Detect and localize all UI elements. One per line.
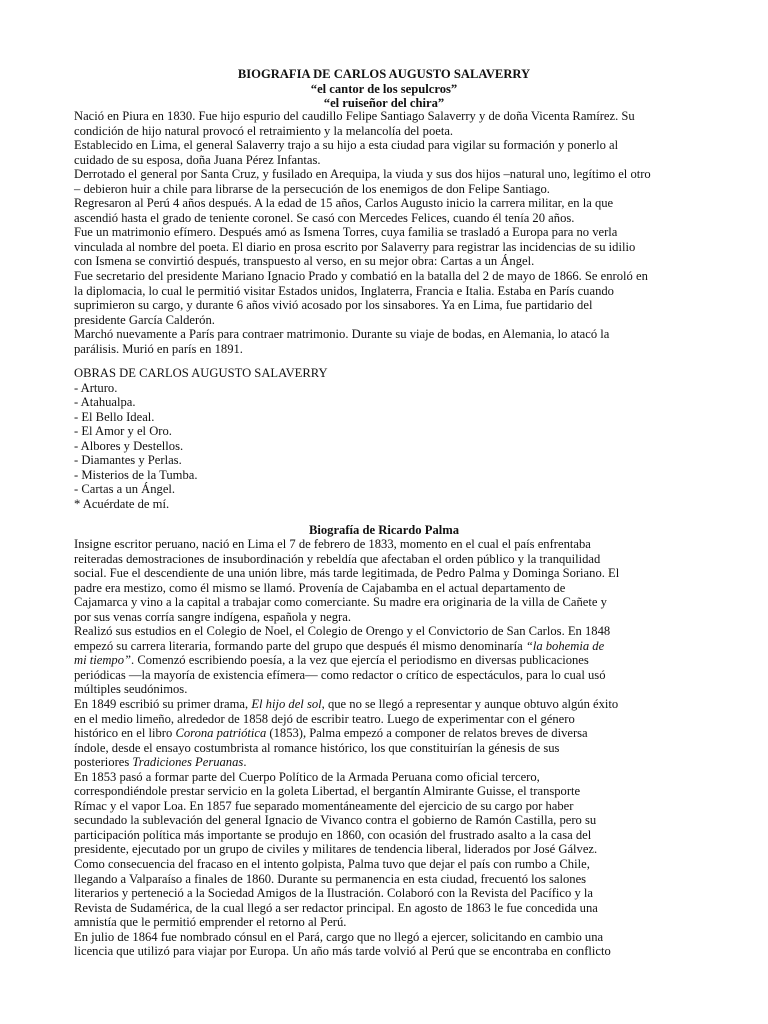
- biography-line: [74, 828, 694, 843]
- biography-line: Fue un matrimonio efímero. Después amó as Ismena Torres, cuya familia se trasladó a Europa para no verla: [74, 225, 618, 240]
- text-run: amnistía que le permitió emprender el retorno al Perú.: [74, 915, 347, 930]
- text-run: presidente, ejecutado por un grupo de civiles y militares de tendencia liberal, liderados por José Gálvez.: [74, 842, 598, 857]
- work-list-item: - Diamantes y Perlas.: [74, 453, 182, 468]
- biography-line: [74, 697, 694, 712]
- biography-line: [74, 668, 694, 683]
- biography-line: cuidado de su esposa, doña Juana Pérez Infantas.: [74, 152, 321, 167]
- text-run: correspondiéndole prestar servicio en la goleta Libertad, el bergantín Almirante Guisse, el transporte: [74, 784, 581, 799]
- biography-line: suprimieron su cargo, y durante 6 años vivió acosado por los sinsabores. Ya en Lima, fue partidario del: [74, 298, 593, 313]
- biography-line: [74, 712, 694, 727]
- biography-line: [74, 915, 694, 930]
- biography-line: [74, 886, 694, 901]
- biography-line: – debieron huir a chile para librarse de la persecución de los enemigos de don Felipe Santiago.: [74, 181, 550, 196]
- biography-line: [74, 813, 694, 828]
- text-run: periódicas —la mayoría de existencia efímera— como redactor o crítico de espectáculos, para lo cual usó: [74, 667, 606, 682]
- work-list-item: - El Bello Ideal.: [74, 409, 155, 424]
- text-run: histórico en el libro: [74, 726, 176, 741]
- biography-line: [74, 682, 694, 697]
- biography-line: [74, 944, 694, 959]
- italic-title: mi tiempo”: [74, 653, 132, 668]
- text-run: en el medio limeño, alrededor de 1858 dejó de escribir teatro. Luego de experimentar con el género: [74, 711, 575, 726]
- italic-title: “la bohemia de: [525, 638, 605, 653]
- biography-line: condición de hijo natural provocó el retraimiento y la melancolía del poeta.: [74, 123, 454, 138]
- work-list-item: - Atahualpa.: [74, 395, 136, 410]
- work-list-item: - Cartas a un Ángel.: [74, 482, 176, 497]
- text-run: . Comenzó escribiendo poesía, a la vez que ejercía el periodismo en diversas publicaciones: [131, 653, 589, 668]
- text-run: Cajamarca y vino a la capital a trabajar como comerciante. Su madre era originaria de la villa de Cañete y: [74, 595, 607, 610]
- biography-line: [74, 610, 694, 625]
- text-run: Revista de Sudamérica, de la cual llegó a ser redactor principal. En agosto de 1863 le fue concedida una: [74, 900, 598, 915]
- text-run: En 1849 escribió su primer drama,: [74, 697, 252, 712]
- text-run: literarios y perteneció a la Sociedad Amigos de la Ilustración. Colaboró con la Revista del Pacífico y la: [74, 886, 593, 901]
- biography-line: [74, 581, 694, 596]
- biography-line: [74, 857, 694, 872]
- biography-line: [74, 784, 694, 799]
- biography-line: Derrotado el general por Santa Cruz, y fusilado en Arequipa, la viuda y sus dos hijos –natural uno, legítimo el otro: [74, 167, 651, 182]
- text-run: posteriores: [74, 755, 133, 770]
- biography-line: [74, 842, 694, 857]
- biography-line: la diplomacia, lo cual le permitió visitar Estados unidos, Inglaterra, Francia e Italia. Estaba en París cuando: [74, 283, 614, 298]
- text-run: , que no se llegó a representar y aunque obtuvo algún éxito: [321, 697, 619, 712]
- text-run: participación política más importante se produjo en 1860, con ocasión del frustrado asalto a la casa del: [74, 827, 592, 842]
- biography-line: Establecido en Lima, el general Salaverry trajo a su hijo a esta ciudad para vigilar su formación y ponerlo al: [74, 138, 619, 153]
- text-run: índole, desde el ensayo costumbrista al romance histórico, los que constituirían la génesis de sus: [74, 740, 560, 755]
- palma-heading: [74, 523, 694, 538]
- biography-line: [74, 741, 694, 756]
- text-run: .: [243, 755, 247, 770]
- biography-line: [74, 639, 694, 654]
- text-run: llegando a Valparaíso a finales de 1860. Durante su permanencia en esta ciudad, frecuentó los salones: [74, 871, 587, 886]
- biography-line: [74, 755, 694, 770]
- biography-line: [74, 770, 694, 785]
- biography-line: parálisis. Murió en parís en 1891.: [74, 341, 243, 356]
- biography-line: Fue secretario del presidente Mariano Ignacio Prado y combatió en la batalla del 2 de mayo de 1866. Se enroló en: [74, 269, 648, 284]
- salaverry-title: BIOGRAFIA DE CARLOS AUGUSTO SALAVERRY: [237, 67, 531, 81]
- text-run: En julio de 1864 fue nombrado cónsul en el Pará, cargo que no llegó a ejercer, solicitando en cambio una: [74, 929, 604, 944]
- biography-line: Regresaron al Perú 4 años después. A la edad de 15 años, Carlos Augusto inicio la carrera militar, en la que: [74, 196, 614, 211]
- biography-line: [74, 566, 694, 581]
- biography-line: [74, 653, 694, 668]
- biography-line: vinculada al nombre del poeta. El diario en prosa escrito por Salaverry para registrar las incidencias de su idilio: [74, 239, 636, 254]
- biography-line: ascendió hasta el grado de teniente coronel. Se casó con Mercedes Felices, cuando él tenía 20 años.: [74, 210, 575, 225]
- work-list-item: * Acuérdate de mí.: [74, 496, 170, 511]
- salaverry-subtitle-1: “el cantor de los sepulcros”: [310, 81, 458, 96]
- text-run: empezó su carrera literaria, formando parte del grupo que después él mismo denominaría: [74, 638, 526, 653]
- italic-title: Tradiciones Peruanas: [132, 755, 244, 770]
- salaverry-heading: [74, 67, 694, 111]
- text-run: licencia que utilizó para viajar por Europa. Un año más tarde volvió al Perú que se encontraba en conflicto: [74, 944, 611, 959]
- palma-biography: [74, 537, 694, 959]
- text-run: En 1853 pasó a formar parte del Cuerpo Político de la Armada Peruana como oficial tercero,: [74, 769, 540, 784]
- biography-line: [74, 799, 694, 814]
- palma-title: Biografía de Ricardo Palma: [308, 523, 460, 537]
- biography-line: [74, 872, 694, 887]
- salaverry-subtitle-2: “el ruiseñor del chira”: [323, 96, 445, 111]
- biography-line: con Ismena se convirtió después, transpuesto al verso, en su mejor obra: Cartas a un Ángel.: [74, 254, 535, 269]
- text-run: Rímac y el vapor Loa. En 1857 fue separado momentáneamente del ejercicio de su cargo por haber: [74, 798, 574, 813]
- biography-line: [74, 595, 694, 610]
- biography-line: [74, 930, 694, 945]
- italic-title: El hijo del sol: [251, 697, 322, 712]
- text-run: por sus venas corría sangre indígena, española y negra.: [74, 609, 351, 624]
- biography-line: [74, 552, 694, 567]
- biography-line: [74, 901, 694, 916]
- works-heading: OBRAS DE CARLOS AUGUSTO SALAVERRY: [74, 366, 328, 380]
- italic-title: Corona patriótica: [175, 726, 267, 741]
- text-run: Realizó sus estudios en el Colegio de Noel, el Colegio de Orengo y el Convictorio de San Carlos. En 1848: [74, 624, 611, 639]
- salaverry-works: [74, 366, 694, 511]
- biography-line: Nació en Piura en 1830. Fue hijo espurio del caudillo Felipe Santiago Salaverry y de doña Vicenta Ramírez. Su: [74, 109, 635, 123]
- text-run: social. Fue el descendiente de una unión libre, más tarde legitimada, de Pedro Palma y Dominga Soriano. El: [74, 566, 620, 581]
- biography-line: [74, 624, 694, 639]
- work-list-item: - Albores y Destellos.: [74, 438, 184, 453]
- text-run: secundado la sublevación del general Ignacio de Vivanco contra el gobierno de Ramón Castilla, pero su: [74, 813, 597, 828]
- text-run: reiteradas demostraciones de insubordinación y rebeldía que afectaban el orden público y la tranquilidad: [74, 551, 601, 566]
- biography-line: [74, 537, 694, 552]
- biography-line: Marchó nuevamente a París para contraer matrimonio. Durante su viaje de bodas, en Alemania, lo atacó la: [74, 327, 610, 342]
- biography-line: [74, 726, 694, 741]
- text-run: Insigne escritor peruano, nació en Lima el 7 de febrero de 1833, momento en el cual el país enfrentaba: [74, 537, 591, 551]
- text-run: (1853), Palma empezó a componer de relatos breves de diversa: [266, 726, 588, 741]
- work-list-item: - El Amor y el Oro.: [74, 424, 172, 439]
- work-list-item: - Misterios de la Tumba.: [74, 467, 198, 482]
- salaverry-biography: [74, 109, 694, 356]
- text-run: múltiples seudónimos.: [74, 682, 188, 697]
- work-list-item: - Arturo.: [74, 380, 118, 395]
- biography-line: presidente García Calderón.: [74, 312, 215, 327]
- text-run: padre era mestizo, como él mismo se llamó. Provenía de Cajabamba en el actual departamento de: [74, 580, 566, 595]
- text-run: Como consecuencia del fracaso en el intento golpista, Palma tuvo que dejar el país con rumbo a Chile,: [74, 857, 590, 872]
